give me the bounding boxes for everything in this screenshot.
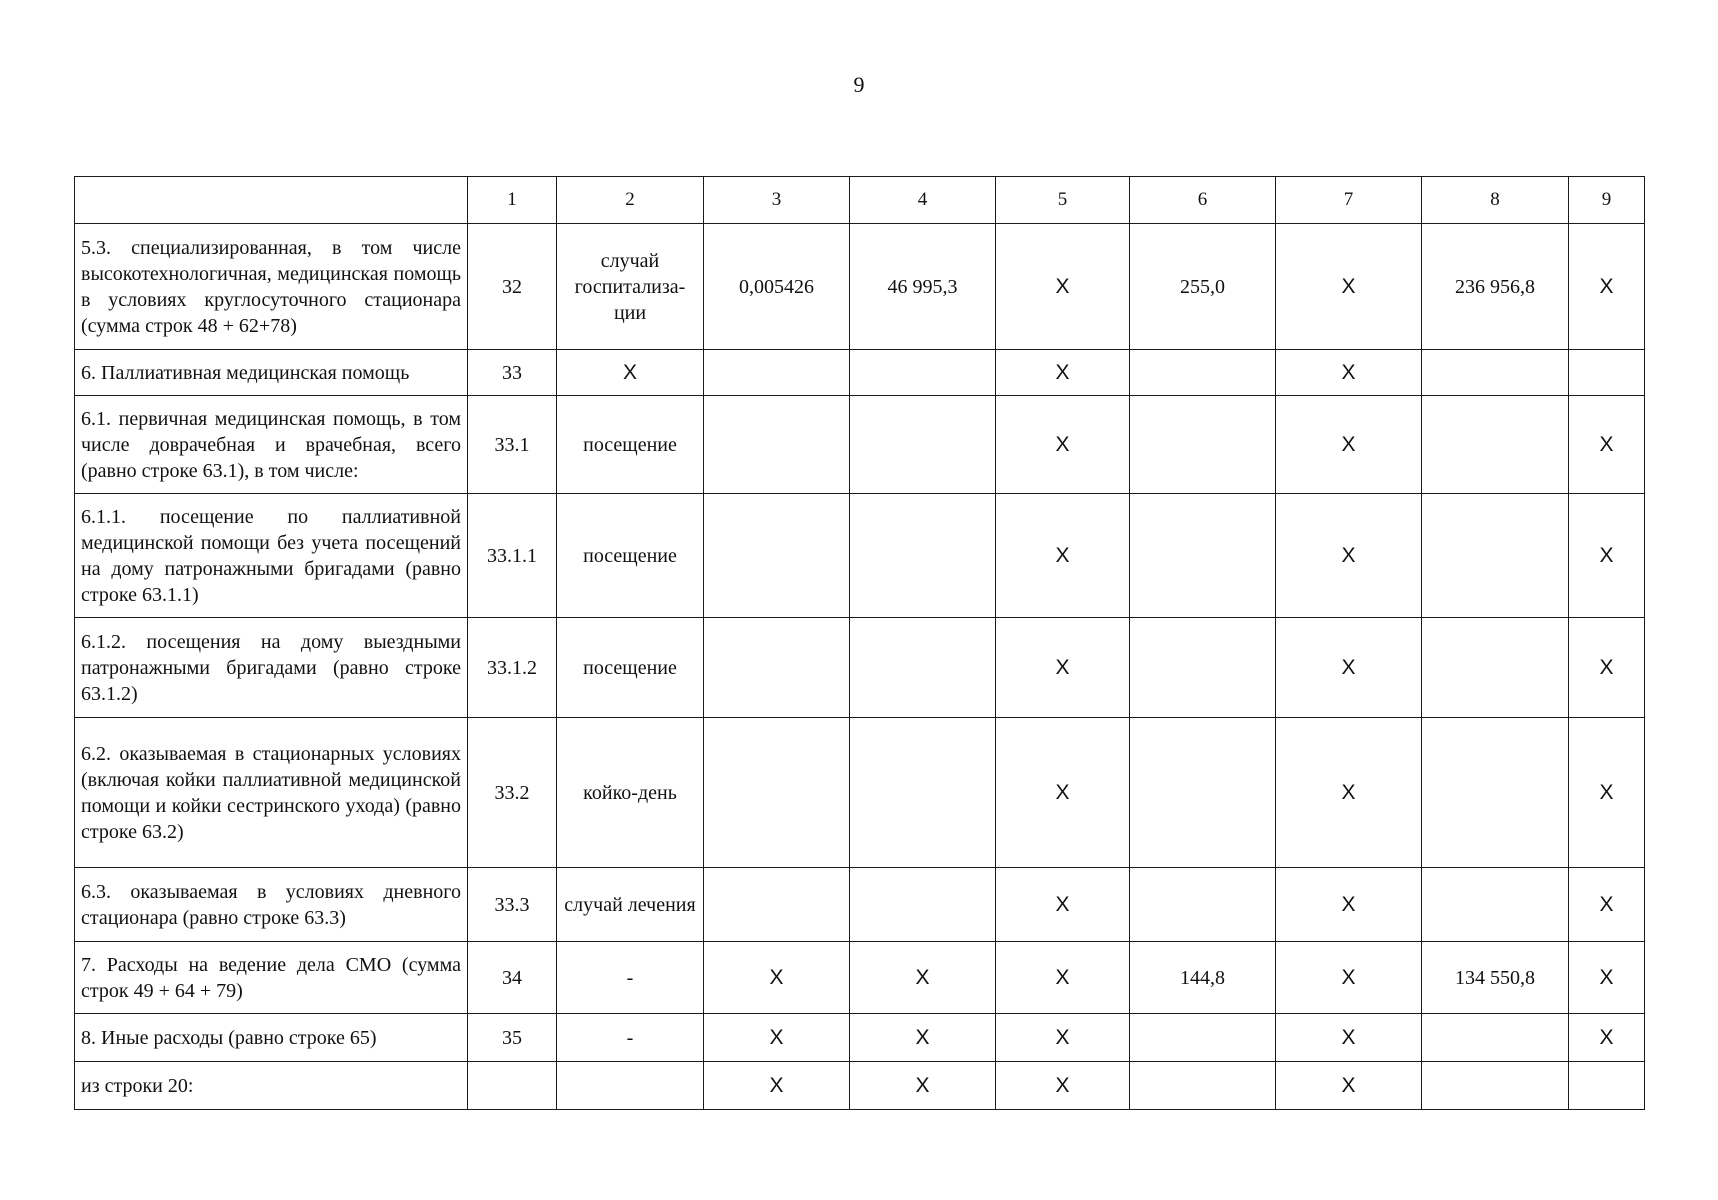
table-row bbox=[75, 350, 1645, 396]
header-cell: 9 bbox=[1569, 177, 1645, 224]
header-cell: 1 bbox=[468, 177, 557, 224]
table-cell-col-5: Х bbox=[996, 494, 1130, 618]
table-cell-col-6 bbox=[1130, 396, 1276, 494]
header-row bbox=[75, 177, 1645, 224]
table-cell-col-3 bbox=[704, 396, 850, 494]
table-cell-col-3: Х bbox=[704, 1062, 850, 1110]
table-cell-col-1: 35 bbox=[468, 1014, 557, 1062]
row-description: из строки 20: bbox=[75, 1062, 468, 1110]
table-cell-col-7: Х bbox=[1276, 396, 1422, 494]
table-row bbox=[75, 1062, 1645, 1110]
table-cell-col-2: посещение bbox=[557, 618, 704, 718]
header-cell: 2 bbox=[557, 177, 704, 224]
table-cell-col-4: 46 995,3 bbox=[850, 224, 996, 350]
table-cell-col-7: Х bbox=[1276, 224, 1422, 350]
table-cell-col-6: 144,8 bbox=[1130, 942, 1276, 1014]
table-row bbox=[75, 494, 1645, 618]
table-cell-col-1: 32 bbox=[468, 224, 557, 350]
table-cell-col-9 bbox=[1569, 350, 1645, 396]
table-cell-col-5: Х bbox=[996, 396, 1130, 494]
table-cell-col-4 bbox=[850, 350, 996, 396]
table-cell-col-1: 34 bbox=[468, 942, 557, 1014]
table-cell-col-7: Х bbox=[1276, 1014, 1422, 1062]
table-cell-col-3 bbox=[704, 718, 850, 868]
table-cell-col-2: Х bbox=[557, 350, 704, 396]
table-cell-col-8 bbox=[1422, 1014, 1569, 1062]
table-row bbox=[75, 618, 1645, 718]
table-row bbox=[75, 942, 1645, 1014]
table-cell-col-2: посещение bbox=[557, 494, 704, 618]
header-cell bbox=[75, 177, 468, 224]
table-cell-col-4 bbox=[850, 396, 996, 494]
table-cell-col-9: Х bbox=[1569, 718, 1645, 868]
row-description: 6. Паллиативная медицинская помощь bbox=[75, 350, 468, 396]
table-row bbox=[75, 718, 1645, 868]
table-cell-col-1: 33.2 bbox=[468, 718, 557, 868]
table-cell-col-7: Х bbox=[1276, 868, 1422, 942]
table-cell-col-3: Х bbox=[704, 942, 850, 1014]
table-cell-col-1 bbox=[468, 1062, 557, 1110]
table-cell-col-5: Х bbox=[996, 350, 1130, 396]
header-cell: 5 bbox=[996, 177, 1130, 224]
table-cell-col-4 bbox=[850, 868, 996, 942]
table-cell-col-2: посещение bbox=[557, 396, 704, 494]
table-cell-col-1: 33.1 bbox=[468, 396, 557, 494]
table-cell-col-7: Х bbox=[1276, 350, 1422, 396]
table-cell-col-1: 33.1.2 bbox=[468, 618, 557, 718]
table-cell-col-6 bbox=[1130, 1014, 1276, 1062]
table-cell-col-2: - bbox=[557, 1014, 704, 1062]
table-cell-col-5: Х bbox=[996, 224, 1130, 350]
table-cell-col-3 bbox=[704, 618, 850, 718]
table-cell-col-4 bbox=[850, 494, 996, 618]
table-cell-col-6 bbox=[1130, 618, 1276, 718]
header-cell: 8 bbox=[1422, 177, 1569, 224]
table-cell-col-9: Х bbox=[1569, 396, 1645, 494]
row-description: 6.1.1. посещение по паллиативной медицинской помощи без учета посещений на дому патронажными бригадами (равно строке 63.1.1) bbox=[75, 494, 468, 618]
table-cell-col-7: Х bbox=[1276, 1062, 1422, 1110]
table-cell-col-3: Х bbox=[704, 1014, 850, 1062]
table-cell-col-9: Х bbox=[1569, 942, 1645, 1014]
row-description: 7. Расходы на ведение дела СМО (сумма строк 49 + 64 + 79) bbox=[75, 942, 468, 1014]
table-cell-col-8 bbox=[1422, 494, 1569, 618]
table-cell-col-9 bbox=[1569, 1062, 1645, 1110]
table-cell-col-6: 255,0 bbox=[1130, 224, 1276, 350]
table-cell-col-3: 0,005426 bbox=[704, 224, 850, 350]
table-cell-col-5: Х bbox=[996, 1062, 1130, 1110]
table-cell-col-2: случай госпитализа-ции bbox=[557, 224, 704, 350]
table-cell-col-8 bbox=[1422, 1062, 1569, 1110]
table-cell-col-8 bbox=[1422, 868, 1569, 942]
row-description: 6.3. оказываемая в условиях дневного стационара (равно строке 63.3) bbox=[75, 868, 468, 942]
table-cell-col-5: Х bbox=[996, 618, 1130, 718]
header-cell: 7 bbox=[1276, 177, 1422, 224]
table-cell-col-6 bbox=[1130, 868, 1276, 942]
row-description: 6.1.2. посещения на дому выездными патронажными бригадами (равно строке 63.1.2) bbox=[75, 618, 468, 718]
table-cell-col-4: Х bbox=[850, 942, 996, 1014]
table-cell-col-9: Х bbox=[1569, 494, 1645, 618]
table-cell-col-7: Х bbox=[1276, 718, 1422, 868]
table-cell-col-9: Х bbox=[1569, 224, 1645, 350]
table-cell-col-4 bbox=[850, 718, 996, 868]
table-cell-col-5: Х bbox=[996, 868, 1130, 942]
table-body bbox=[75, 177, 1645, 1110]
table-cell-col-6 bbox=[1130, 350, 1276, 396]
table-cell-col-6 bbox=[1130, 494, 1276, 618]
table-cell-col-2: - bbox=[557, 942, 704, 1014]
row-description: 5.3. специализированная, в том числе высокотехнологичная, медицинская помощь в условиях круглосуточного стационара (сумма строк 48 + 62+78) bbox=[75, 224, 468, 350]
table-cell-col-8: 236 956,8 bbox=[1422, 224, 1569, 350]
table-cell-col-8 bbox=[1422, 618, 1569, 718]
header-cell: 4 bbox=[850, 177, 996, 224]
table-row bbox=[75, 396, 1645, 494]
table-cell-col-6 bbox=[1130, 718, 1276, 868]
header-cell: 6 bbox=[1130, 177, 1276, 224]
table-row bbox=[75, 224, 1645, 350]
table-cell-col-1: 33.1.1 bbox=[468, 494, 557, 618]
table-cell-col-7: Х bbox=[1276, 942, 1422, 1014]
table-cell-col-9: Х bbox=[1569, 868, 1645, 942]
table-cell-col-7: Х bbox=[1276, 494, 1422, 618]
table-cell-col-8 bbox=[1422, 396, 1569, 494]
table-cell-col-2: койко-день bbox=[557, 718, 704, 868]
table-cell-col-7: Х bbox=[1276, 618, 1422, 718]
row-description: 8. Иные расходы (равно строке 65) bbox=[75, 1014, 468, 1062]
table-cell-col-3 bbox=[704, 494, 850, 618]
table-cell-col-6 bbox=[1130, 1062, 1276, 1110]
data-table bbox=[74, 176, 1645, 1110]
table-row bbox=[75, 1014, 1645, 1062]
table-cell-col-2 bbox=[557, 1062, 704, 1110]
table-cell-col-3 bbox=[704, 868, 850, 942]
table-cell-col-2: случай лечения bbox=[557, 868, 704, 942]
table-cell-col-4: Х bbox=[850, 1014, 996, 1062]
table-cell-col-9: Х bbox=[1569, 618, 1645, 718]
table-cell-col-8: 134 550,8 bbox=[1422, 942, 1569, 1014]
table-cell-col-5: Х bbox=[996, 718, 1130, 868]
table-cell-col-1: 33 bbox=[468, 350, 557, 396]
table-cell-col-5: Х bbox=[996, 1014, 1130, 1062]
table-cell-col-4: Х bbox=[850, 1062, 996, 1110]
table-cell-col-9: Х bbox=[1569, 1014, 1645, 1062]
table-cell-col-8 bbox=[1422, 350, 1569, 396]
table-cell-col-3 bbox=[704, 350, 850, 396]
table-cell-col-5: Х bbox=[996, 942, 1130, 1014]
page-number: 9 bbox=[853, 72, 865, 97]
table-cell-col-8 bbox=[1422, 718, 1569, 868]
table-row bbox=[75, 868, 1645, 942]
table-cell-col-1: 33.3 bbox=[468, 868, 557, 942]
row-description: 6.1. первичная медицинская помощь, в том числе доврачебная и врачебная, всего (равно строке 63.1), в том числе: bbox=[75, 396, 468, 494]
row-description: 6.2. оказываемая в стационарных условиях (включая койки паллиативной медицинской помощи и койки сестринского ухода) (равно строке 63.2) bbox=[75, 718, 468, 868]
header-cell: 3 bbox=[704, 177, 850, 224]
table-cell-col-4 bbox=[850, 618, 996, 718]
